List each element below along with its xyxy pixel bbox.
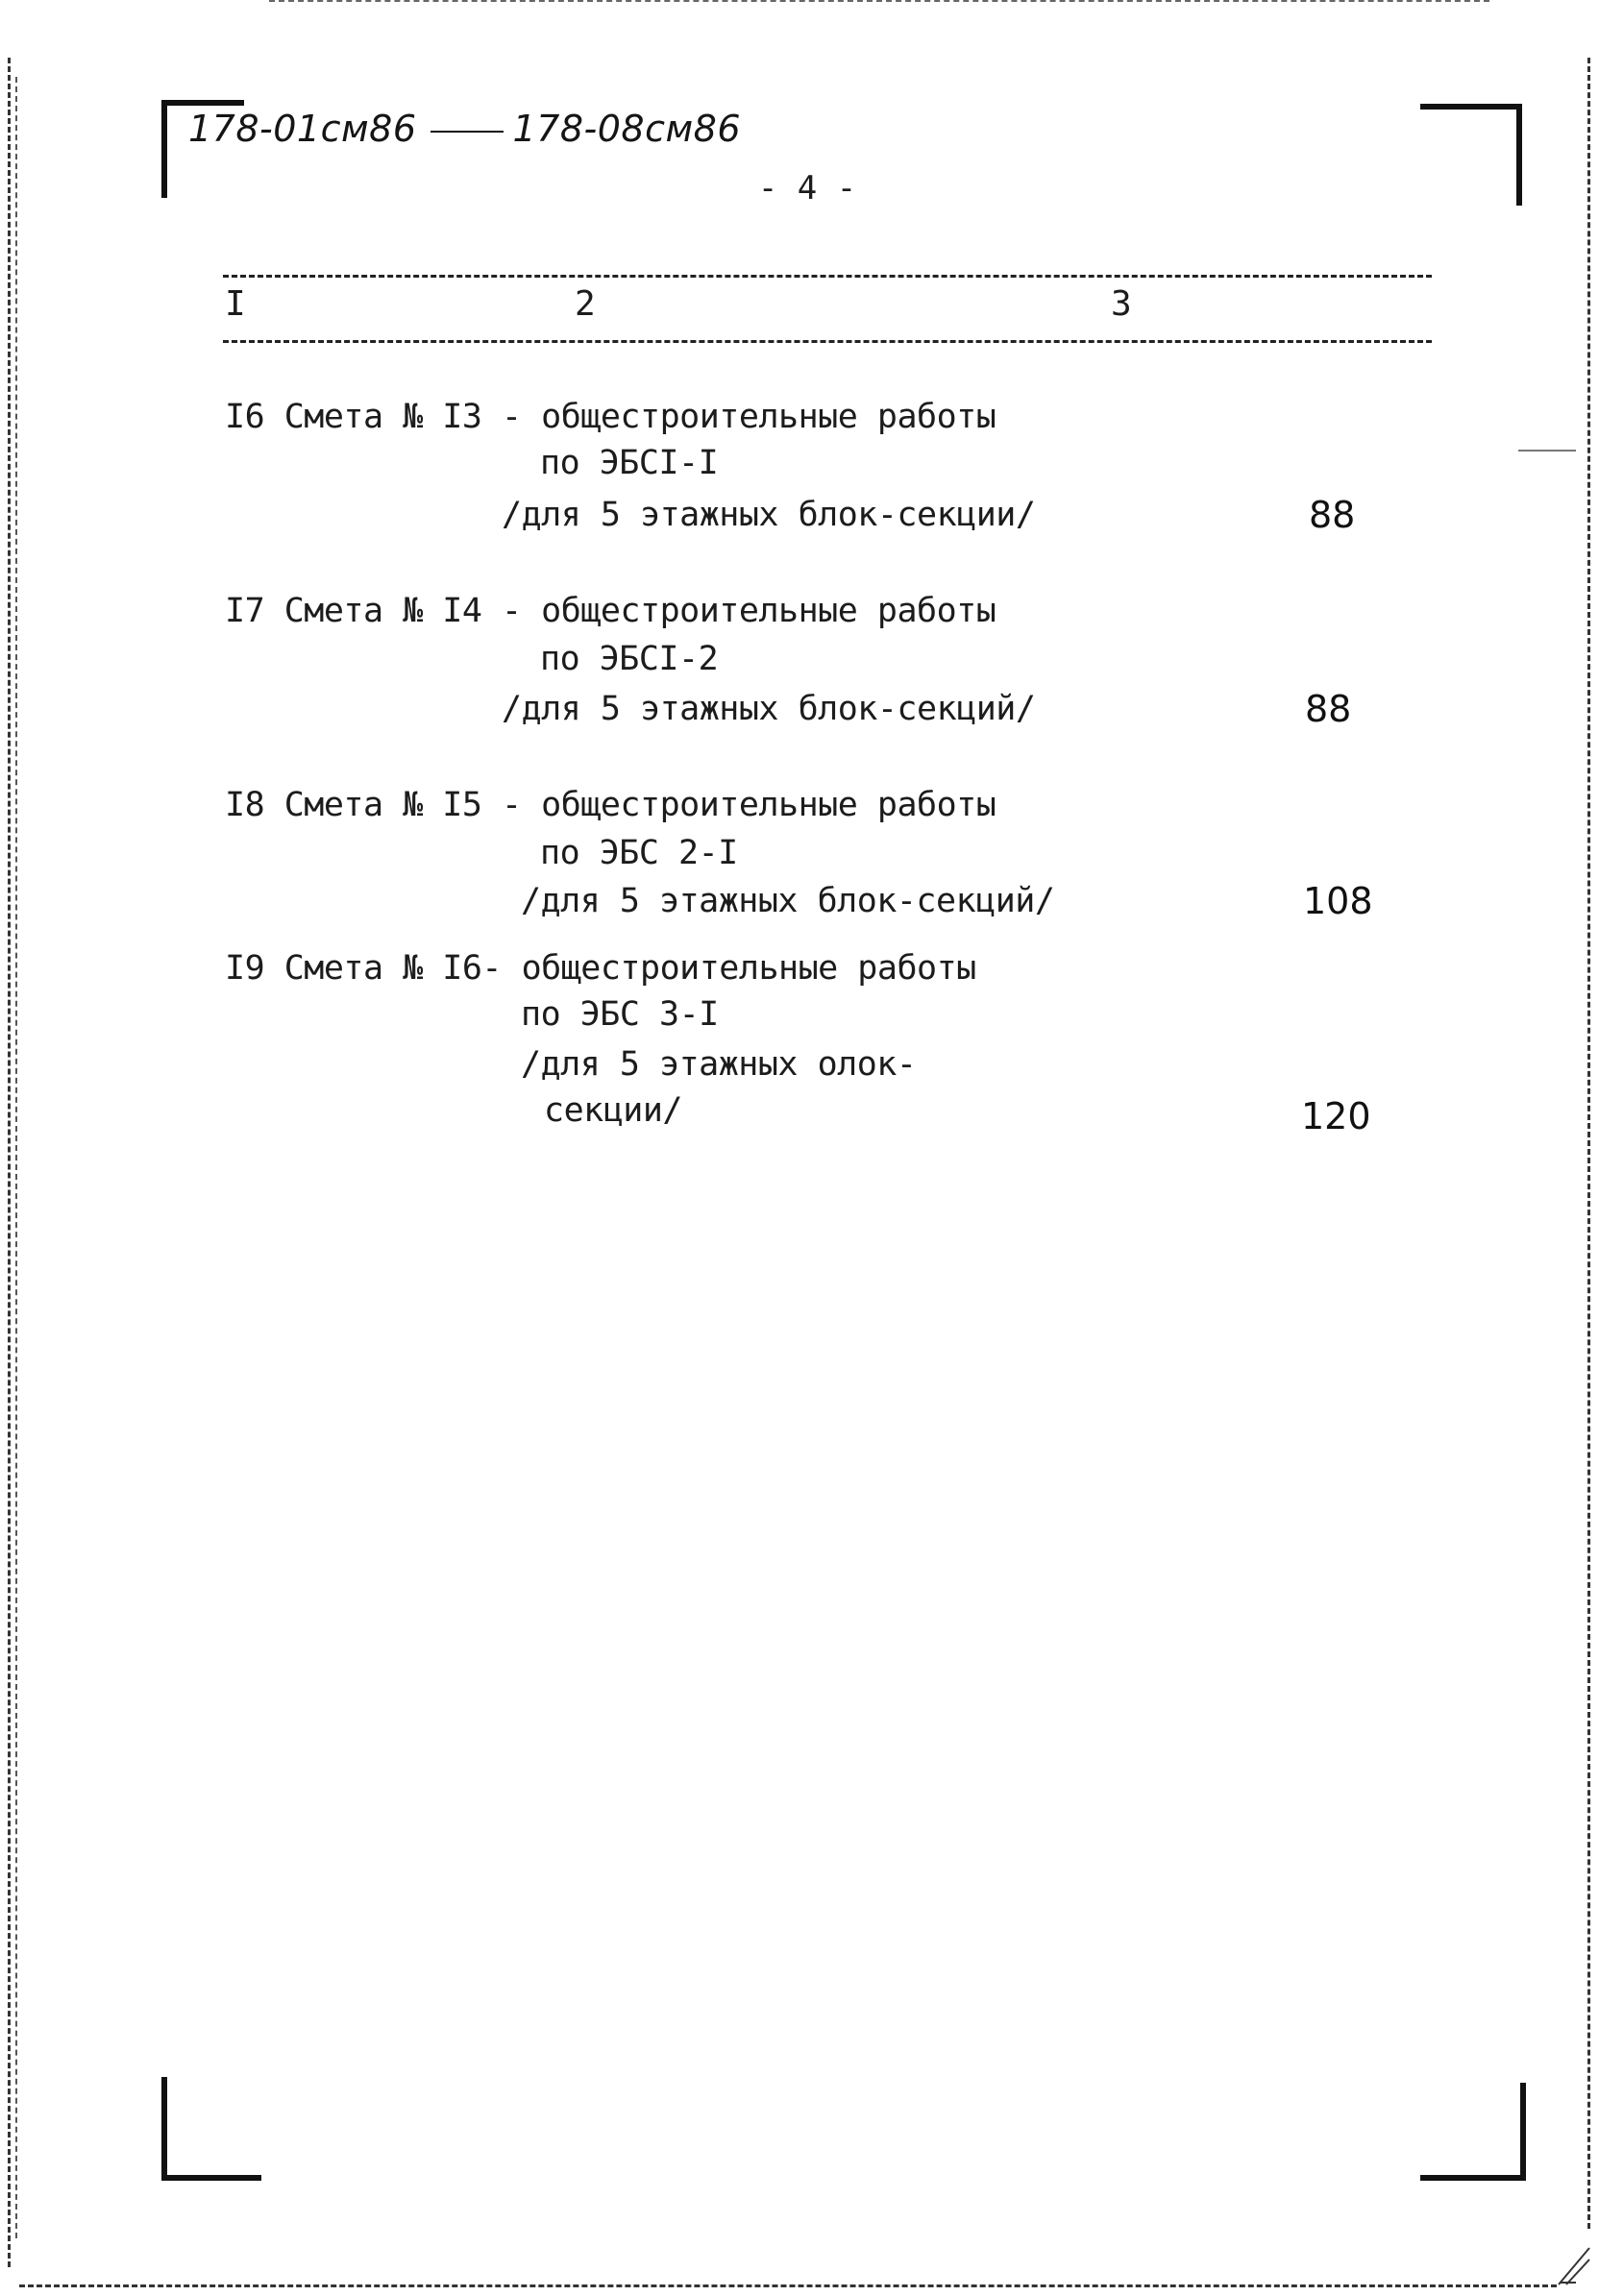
entry-note: /для 5 этажных блок-секций/ [502,690,1036,728]
entry-object: по ЭБС 3-I [521,995,719,1034]
document-code-start: 178-01см86 [188,108,417,150]
page-left-edge [8,58,11,2267]
frame-corner-bottom-right [1420,2083,1526,2181]
entry-object: по ЭБС 2-I [540,834,738,872]
page-top-edge [269,0,1489,2]
entry-value: 108 [1303,880,1373,922]
entry-note: /для 5 этажных олок- [521,1045,917,1084]
entry-title: I8 Смета № I5 - общестроительные работы [225,786,996,824]
entry-value: 88 [1309,494,1356,536]
entry-note: /для 5 этажных блок-секции/ [502,496,1036,534]
page-bottom-edge [19,2284,1557,2287]
entry-title: I6 Смета № I3 - общестроительные работы [225,398,996,436]
handwritten-document-code [188,108,741,150]
document-code-end: 178-08см86 [512,108,742,150]
column-header-3: 3 [1111,284,1132,324]
entry-title: I9 Смета № I6- общестроительные работы [225,949,976,988]
header-rule-top [223,275,1432,278]
entry-object: по ЭБСI-2 [540,640,719,678]
folded-corner-mark [1557,2244,1591,2286]
page-number: - 4 - [757,169,857,208]
entry-value: 88 [1305,688,1352,730]
entry-note: /для 5 этажных блок-секций/ [521,882,1055,920]
entry-note-continued: секции/ [544,1091,683,1130]
header-rule-bottom [223,340,1432,343]
entry-object: по ЭБСI-I [540,444,719,482]
entry-title: I7 Смета № I4 - общестроительные работы [225,592,996,630]
column-header-1: I [225,284,246,324]
frame-corner-top-right [1420,104,1522,206]
margin-tick-mark [1518,450,1576,452]
page-left-edge-inner [15,77,17,2238]
column-header-2: 2 [575,284,596,324]
frame-corner-bottom-left [161,2077,261,2181]
entry-value: 120 [1301,1095,1371,1137]
page-right-edge [1587,58,1590,2229]
range-dash [430,131,504,133]
